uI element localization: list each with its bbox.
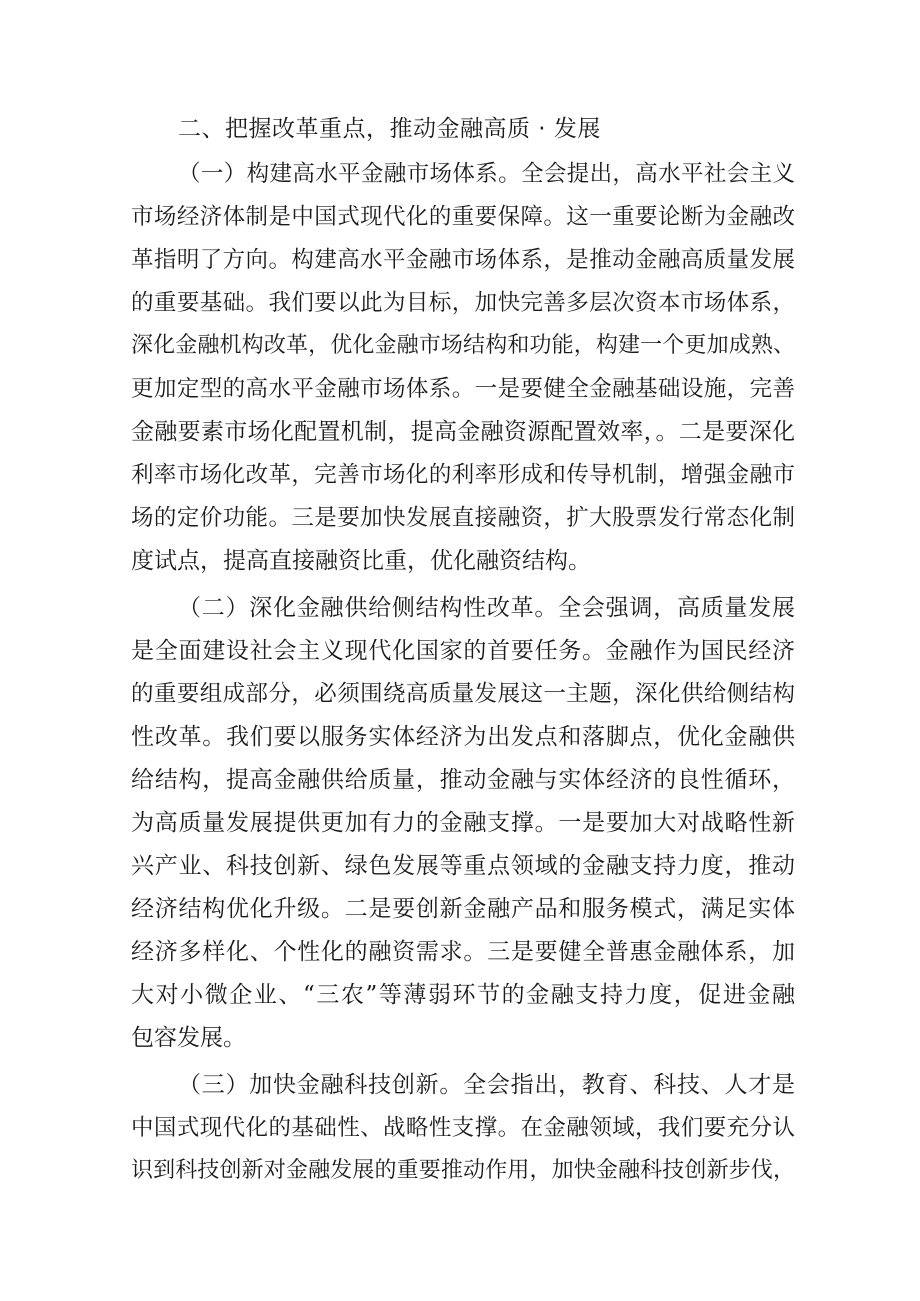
- paragraph-1-line: （一）构建高水平金融市场体系。全会提出，高水平社会主义: [178, 161, 795, 187]
- paragraph-1-line: 深化金融机构改革，优化金融市场结构和功能，构建一个更加成熟、: [131, 333, 795, 358]
- paragraph-2-line: 兴产业、科技创新、绿色发展等重点领域的金融支持力度，推动: [131, 853, 795, 879]
- paragraph-1-line: 革指明了方向。构建高水平金融市场体系，是推动金融高质量发展: [131, 247, 795, 273]
- paragraph-1-line: 场的定价功能。三是要加快发展直接融资，扩大股票发行常态化制: [131, 505, 795, 531]
- paragraph-1-line: 度试点，提高直接融资比重，优化融资结构。: [131, 548, 591, 574]
- paragraph-3-line: 识到科技创新对金融发展的重要推动作用，加快金融科技创新步伐，: [131, 1158, 795, 1183]
- paragraph-2-line: 性改革。我们要以服务实体经济为出发点和落脚点，优化金融供: [131, 724, 795, 750]
- paragraph-2-line: 是全面建设社会主义现代化国家的首要任务。金融作为国民经济: [131, 638, 795, 664]
- paragraph-2-line: 大对小微企业、“三农”等薄弱环节的金融支持力度，促进金融: [131, 982, 795, 1008]
- paragraph-2-line: （二）深化金融供给侧结构性改革。全会强调，高质量发展: [178, 595, 795, 621]
- paragraph-2-line: 为高质量发展提供更加有力的金融支撑。一是要加大对战略性新: [131, 810, 795, 836]
- paragraph-1-line: 市场经济体制是中国式现代化的重要保障。这一重要论断为金融改: [131, 204, 795, 230]
- paragraph-2-line: 经济多样化、个性化的融资需求。三是要健全普惠金融体系，加: [131, 939, 795, 965]
- paragraph-3-line: （三）加快金融科技创新。全会指出，教育、科技、人才是: [178, 1072, 795, 1098]
- paragraph-2-line: 经济结构优化升级。二是要创新金融产品和服务模式，满足实体: [131, 896, 795, 922]
- paragraph-1-line: 金融要素市场化配置机制，提高金融资源配置效率，。二是要深化: [131, 419, 795, 445]
- paragraph-1-line: 的重要基础。我们要以此为目标，加快完善多层次资本市场体系，: [131, 290, 795, 316]
- paragraph-2-line: 的重要组成部分，必须围绕高质量发展这一主题，深化供给侧结构: [131, 681, 795, 707]
- paragraph-2-line: 给结构，提高金融供给质量，推动金融与实体经济的良性循环，: [131, 767, 795, 793]
- section-heading: 二、把握改革重点，推动金融高质 · 发展: [178, 116, 601, 142]
- paragraph-2-line: 包容发展。: [131, 1025, 246, 1051]
- paragraph-1-line: 利率市场化改革，完善市场化的利率形成和传导机制，增强金融市: [131, 462, 795, 488]
- paragraph-3-line: 中国式现代化的基础性、战略性支撑。在金融领域，我们要充分认: [131, 1115, 795, 1141]
- paragraph-1-line: 更加定型的高水平金融市场体系。一是要健全金融基础设施，完善: [131, 376, 795, 402]
